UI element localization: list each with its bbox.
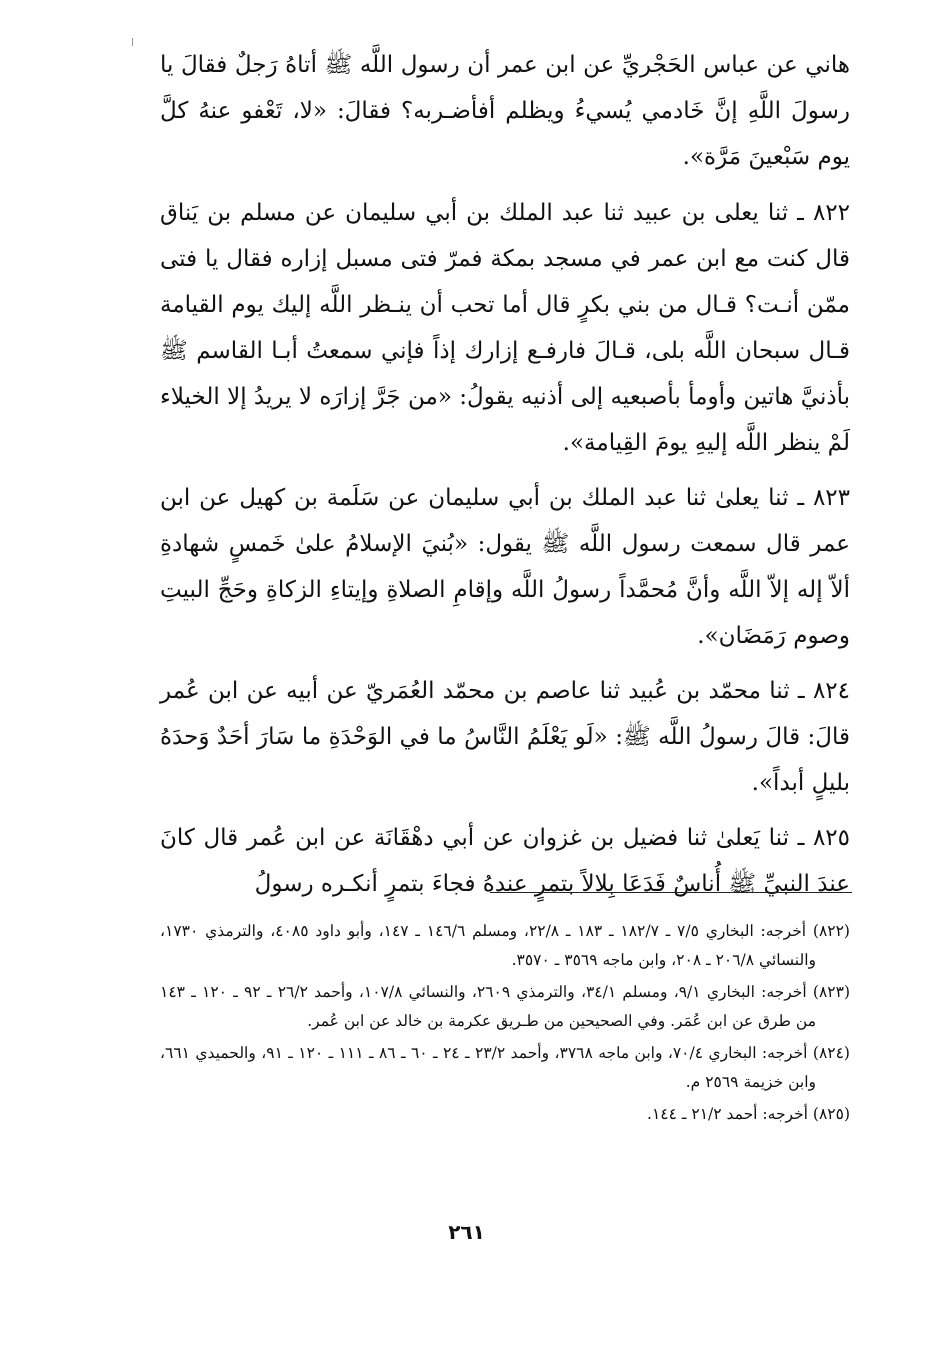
footnote-824: (٨٢٤) أخرجه: البخاري ٧٠/٤، وابن ماجه ٣٧٦٨، وأحمد ٢٣/٢ ـ ٢٤ ـ ٦٠ ـ ٨٦ ـ ١١١ ـ ١٢٠ ـ ٩١، والحميدي ٦٦١، وابن خزيمة ٢٥٦٩ م.: [160, 1044, 850, 1091]
hadith-paragraph-continuation: هاني عن عباس الحَجْريِّ عن ابن عمر أن رسول اللَّه ﷺ أتاهُ رَجلٌ فقالَ يا رسولَ اللَّهِ إنَّ خَادمي يُسيءُ ويظلم أفأضـربه؟ فقالَ: «لا، تَعْفو عنهُ كلَّ يوم سَبْعينَ مَرَّة».: [160, 52, 850, 170]
hadith-paragraph-824: ٨٢٤ ـ ثنا محمّد بن عُبيد ثنا عاصم بن محمّد العُمَريّ عن أبيه عن ابن عُمر قالَ: قالَ رسولُ اللَّه ﷺ: «لَو يَعْلَمُ النَّاسُ ما في الوَحْدَةِ ما سَارَ أحَدٌ وَحدَهُ بليلٍ أبداً».: [160, 678, 850, 796]
main-text: [160, 42, 850, 916]
margin-mark: [132, 38, 133, 46]
footnotes-section: [160, 917, 850, 1132]
hadith-paragraph-823: ٨٢٣ ـ ثنا يعلىٰ ثنا عبد الملك بن أبي سليمان عن سَلَمة بن كهيل عن ابن عمر قال سمعت رسول اللَّه ﷺ يقول: «بُنيَ الإسلامُ علىٰ خَمسٍ شهادةِ ألاّ إله إلاّ اللَّه وأنَّ مُحمَّداً رسولُ اللَّه وإقامِ الصلاةِ وإيتاءِ الزكاةِ وحَجِّ البيتِ وصوم رَمَضَان».: [160, 485, 850, 649]
hadith-paragraph-825: ٨٢٥ ـ ثنا يَعلىٰ ثنا فضيل بن غزوان عن أبي دهْقَانَة عن ابن عُمر قال كانَ عندَ النبيِّ ﷺ أُناسٌ فَدَعَا بِلالاً بتمرٍ عندهُ فجاءَ بتمرٍ أنكـره رسولُ: [160, 825, 850, 897]
footnote-823: (٨٢٣) أخرجه: البخاري ٩/١، ومسلم ٣٤/١، والترمذي ٢٦٠٩، والنسائي ١٠٧/٨، وأحمد ٢٦/٢ ـ ٩٢ ـ ١٢٠ ـ ١٤٣ من طرق عن ابن عُمَر. وفي الصحيحين من طـريق عكرمة بن خالد عن ابن عُمر.: [160, 983, 851, 1030]
hadith-paragraph-822: ٨٢٢ ـ ثنا يعلى بن عبيد ثنا عبد الملك بن أبي سليمان عن مسلم بن يَناق قال كنت مع ابن عمر في مسجد بمكة فمرّ فتى مسبل إزاره فقال يا فتى ممّن أنـت؟ قـال من بني بكرٍ قال أما تحب أن ينـظر اللَّه إليك يوم القيامة قـال سبحان اللَّه بلى، قـالَ فارفـع إزارك إذاً فإني سمعتُ أبـا القاسم ﷺ بأذنيَّ هاتين وأومأ بأصبعيه إلى أذنيه يقولُ: «من جَرَّ إزارَه لا يريدُ إلا الخيلاء لَمْ ينظر اللَّه إليهِ يومَ القِيامة».: [160, 200, 850, 456]
footnote-822: (٨٢٢) أخرجه: البخاري ٧/٥ ـ ١٨٢/٧ ـ ١٨٣ ـ ٢٢/٨، ومسلم ١٤٦/٦ ـ ١٤٧، وأبو داود ٤٠٨٥، والترمذي ١٧٣٠، والنسائي ٢٠٦/٨ ـ ٢٠٨، وابن ماجه ٣٥٦٩ ـ ٣٥٧٠.: [160, 922, 850, 969]
footnote-divider: [490, 892, 852, 893]
page-number: ٢٦١: [448, 1220, 485, 1244]
footnote-825: (٨٢٥) أخرجه: أحمد ٢١/٢ ـ ١٤٤.: [647, 1105, 850, 1123]
